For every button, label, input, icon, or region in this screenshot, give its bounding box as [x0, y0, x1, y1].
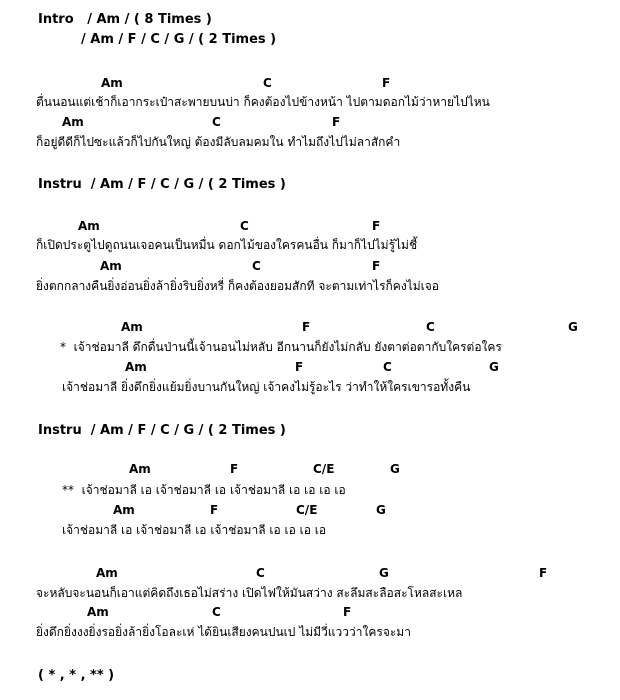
chord: C	[212, 115, 221, 129]
intro-line-1: Intro / Am / ( 8 Times )	[38, 12, 212, 27]
chord: C	[256, 566, 265, 580]
ending-sequence: ( * , * , ** )	[38, 668, 115, 683]
lyric-line: ตื่นนอนแต่เช้าก็เอากระเป๋าสะพายบนบ่า ก็คงต้องไปข้างหน้า ไปตามดอกไม้ว่าหายไปไหน	[36, 95, 490, 109]
chord: Am	[101, 76, 123, 90]
chord: C	[252, 259, 261, 273]
chord: C	[263, 76, 272, 90]
chord: F	[230, 462, 239, 476]
chord: Am	[121, 320, 143, 334]
chord: F	[372, 259, 381, 273]
chord: G	[390, 462, 400, 476]
chord: F	[372, 219, 381, 233]
chord: Am	[78, 219, 100, 233]
chord: F	[302, 320, 311, 334]
lyric-line: ยิ่งตกกลางคืนยิ่งอ่อนยิ่งล้ายิ่งริบยิ่งหรี่ ก็คงต้องยอมสักที จะตามเท่าไรก็คงไม่เจอ	[36, 279, 439, 293]
chord: Am	[96, 566, 118, 580]
chord: F	[210, 503, 219, 517]
chord: G	[376, 503, 386, 517]
chord: Am	[129, 462, 151, 476]
chord: Am	[125, 360, 147, 374]
chord: C	[383, 360, 392, 374]
lyric-line: ก็เปิดประตูไปดูถนนเจอคนเป็นหมื่น ดอกไม้ของใครคนอื่น ก็มาก็ไปไม่รู้ไม่ชี้	[36, 238, 418, 252]
lyric-line: ก็อยู่ดีดีก็ไปซะแล้วก็ไปกันใหญ่ ต้องมีลับลมคมใน ทำไมถึงไปไม่ลาสักคำ	[36, 135, 401, 149]
chord: G	[379, 566, 389, 580]
instrumental-line-1: Instru / Am / F / C / G / ( 2 Times )	[38, 177, 286, 192]
chord: F	[382, 76, 391, 90]
intro-line-2: / Am / F / C / G / ( 2 Times )	[81, 32, 277, 47]
chord: C	[426, 320, 435, 334]
instrumental-line-2: Instru / Am / F / C / G / ( 2 Times )	[38, 423, 286, 438]
lyric-line: เจ้าช่อมาลี เอ เจ้าช่อมาลี เอ เจ้าช่อมาลี เอ เอ เอ เอ	[62, 523, 327, 537]
chord: F	[539, 566, 548, 580]
chord: G	[489, 360, 499, 374]
chord: C/E	[313, 462, 335, 476]
lyric-line: ยิ่งดึกยิ่งงงยิ่งรอยิ่งล้ายิ่งโอละเห่ ได้ยินเสียงคนปนเป ไม่มีวี่แววว่าใครจะมา	[36, 625, 411, 639]
chord: Am	[62, 115, 84, 129]
lyric-line: จะหลับจะนอนก็เอาแต่คิดถึงเธอไม่สร่าง เปิดไฟให้มันสว่าง สะลึมสะลือสะโหลสะเหล	[36, 586, 463, 600]
chord: F	[332, 115, 341, 129]
chord: F	[295, 360, 304, 374]
lyric-line: ** เจ้าช่อมาลี เอ เจ้าช่อมาลี เอ เจ้าช่อมาลี เอ เอ เอ เอ	[62, 483, 346, 497]
chord: Am	[113, 503, 135, 517]
lyric-line: เจ้าช่อมาลี ยิ่งดึกยิ่งแย้มยิ่งบานกันใหญ่ เจ้าคงไม่รู้อะไร ว่าทำให้ใครเขารอทั้งคืน	[62, 380, 471, 394]
chord: G	[568, 320, 578, 334]
chord: C/E	[296, 503, 318, 517]
chord: F	[343, 605, 352, 619]
chord: Am	[87, 605, 109, 619]
chord: Am	[100, 259, 122, 273]
chord: C	[240, 219, 249, 233]
chord: C	[212, 605, 221, 619]
lyric-line: * เจ้าช่อมาลี ดึกดื่นป่านนี้เจ้านอนไม่หลับ อีกนานก็ยังไม่กลับ ยังตาต่อตากับใครต่อใคร	[60, 340, 502, 354]
